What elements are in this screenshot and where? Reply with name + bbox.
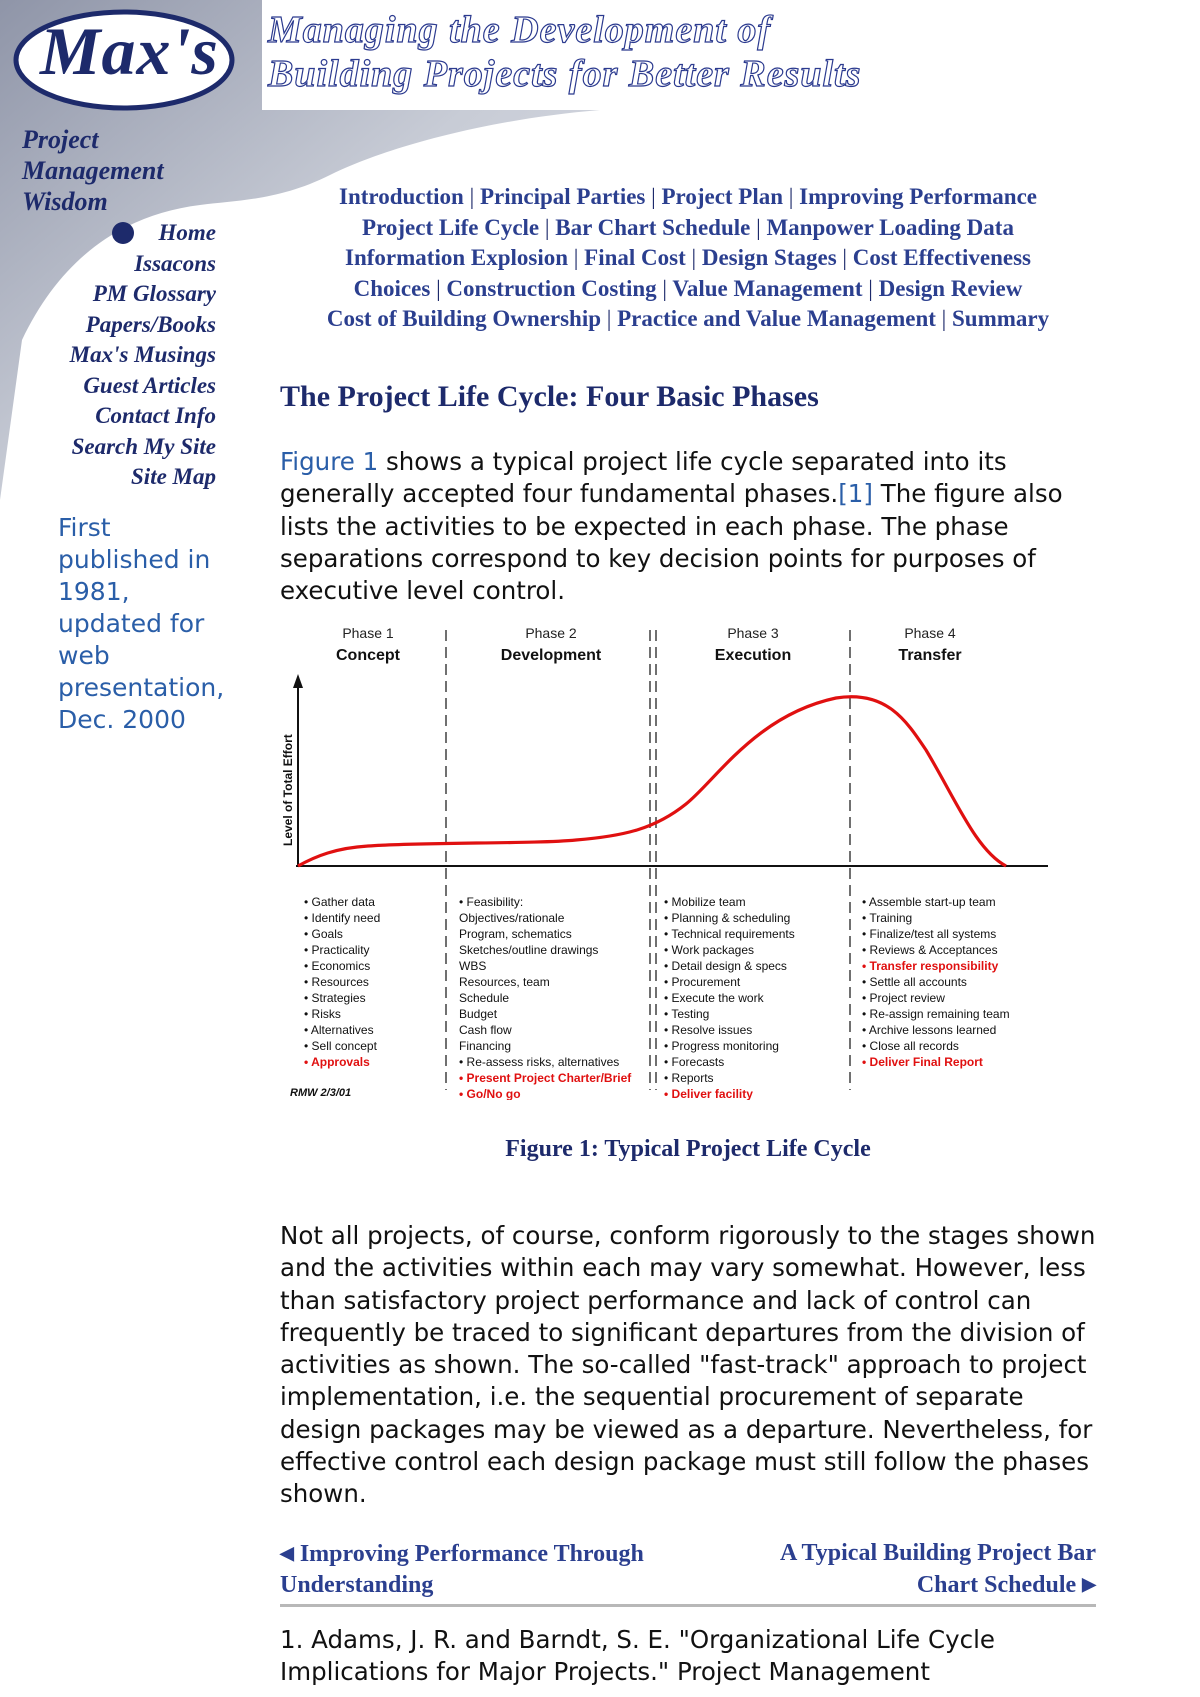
- nav-separator: |: [544, 214, 550, 240]
- phase-activity-item: • Testing: [664, 1007, 710, 1021]
- phase-activity-item: • Re-assess risks, alternatives: [459, 1055, 620, 1069]
- top-nav-row: [276, 182, 1100, 213]
- life-cycle-chart: [276, 620, 1056, 1100]
- phase-activity-item: • Detail design & specs: [664, 959, 787, 973]
- phase-activity-item: Cash flow: [459, 1023, 512, 1037]
- nav-separator: |: [788, 184, 794, 209]
- phase-activity-item: • Progress monitoring: [664, 1039, 779, 1053]
- phase-activity-item: • Sell concept: [304, 1039, 377, 1053]
- phase-number-label: Phase 3: [727, 625, 779, 641]
- top-nav-link[interactable]: Cost of Building Ownership: [326, 306, 602, 331]
- top-nav-link[interactable]: Practice and Value Management: [617, 306, 936, 331]
- phase-activity-item: • Deliver Final Report: [862, 1055, 983, 1069]
- phase-activity-item: • Execute the work: [664, 991, 764, 1005]
- phase-activity-item: • Risks: [304, 1007, 341, 1021]
- phase-activity-item: • Transfer responsibility: [862, 959, 999, 973]
- phase-activity-item: Sketches/outline drawings: [459, 943, 599, 957]
- nav-separator: |: [436, 275, 441, 301]
- top-nav-link[interactable]: Principal Parties: [479, 184, 646, 209]
- site-logo[interactable]: Max's: [40, 13, 219, 89]
- nav-separator: |: [662, 275, 667, 301]
- phase-activity-item: • Approvals: [304, 1055, 370, 1069]
- phase-activity-item: • Strategies: [304, 991, 366, 1005]
- page-title: The Project Life Cycle: Four Basic Phases: [280, 380, 819, 413]
- top-nav-row: [276, 304, 1100, 335]
- top-nav-row: [276, 213, 1100, 244]
- phase-activity-item: • Technical requirements: [664, 927, 795, 941]
- sidebar-link-contact-info[interactable]: Contact Info: [95, 403, 216, 428]
- prev-arrow-icon[interactable]: ◀: [280, 1543, 294, 1563]
- phase-activity-item: • Archive lessons learned: [862, 1023, 997, 1037]
- phase-activity-item: • Go/No go: [459, 1087, 521, 1100]
- nav-separator: |: [756, 214, 761, 240]
- phase-activity-item: • Goals: [304, 927, 343, 941]
- phase-activity-item: • Feasibility:: [459, 895, 524, 909]
- nav-separator: |: [941, 306, 947, 331]
- phase-activity-item: • Resources: [304, 975, 369, 989]
- phase-activity-item: • Finalize/test all systems: [862, 927, 997, 941]
- sidebar-link-search-my-site[interactable]: Search My Site: [71, 433, 216, 459]
- figure-1-link[interactable]: Figure 1: [280, 447, 379, 476]
- nav-separator: |: [691, 245, 697, 270]
- published-note: First published in 1981, updated for web presentation, Dec. 2000: [58, 513, 225, 734]
- sidebar-link-home[interactable]: Home: [158, 220, 216, 245]
- intro-paragraph: Figure 1 shows a typical project life cycle separated into its generally accepted four fundamental phases.[1] The figure also lists the activities to be expected in each phase. The phase separations correspond to key decision points for purposes of executive level control.: [280, 447, 1063, 606]
- top-nav-link[interactable]: Bar Chart Schedule: [555, 214, 751, 240]
- top-nav-link[interactable]: Project Life Cycle: [362, 214, 540, 240]
- next-page-nav: [740, 1538, 1096, 1601]
- phase-number-label: Phase 4: [904, 625, 956, 641]
- nav-separator: |: [573, 245, 579, 270]
- site-subtitle: Project Management Wisdom: [22, 125, 164, 216]
- phase-activity-item: • Alternatives: [304, 1023, 374, 1037]
- phase-activity-item: • Forecasts: [664, 1055, 725, 1069]
- phase-activity-item: • Reports: [664, 1071, 714, 1085]
- prev-page-link[interactable]: Improving Performance Through Understanding: [280, 1541, 644, 1598]
- phase-activity-item: • Re-assign remaining team: [862, 1007, 1010, 1021]
- phase-name-label: Transfer: [898, 647, 962, 664]
- phase-activity-item: WBS: [459, 959, 487, 973]
- y-axis-arrow-icon: [293, 674, 303, 688]
- top-nav-row: [276, 243, 1100, 274]
- next-page-link[interactable]: A Typical Building Project Bar Chart Schedule: [779, 1540, 1096, 1598]
- phase-number-label: Phase 2: [525, 625, 577, 641]
- top-nav-link[interactable]: Construction Costing: [446, 275, 657, 301]
- phase-number-label: Phase 1: [342, 625, 394, 641]
- next-arrow-icon[interactable]: ▶: [1082, 1574, 1096, 1594]
- phase-name-label: Execution: [714, 647, 792, 664]
- banner-title-line2: Building Projects for Better Results: [268, 53, 862, 95]
- phase-activity-item: • Close all records: [862, 1039, 959, 1053]
- phase-activity-item: • Procurement: [664, 975, 741, 989]
- top-nav-link[interactable]: Final Cost: [584, 245, 686, 270]
- sidebar-link-pm-glossary[interactable]: PM Glossary: [92, 281, 216, 306]
- top-nav-link[interactable]: Project Plan: [661, 184, 784, 209]
- phase-activity-item: • Assemble start-up team: [862, 895, 996, 909]
- nav-separator: |: [606, 306, 612, 331]
- sidebar-link-issacons[interactable]: Issacons: [134, 250, 216, 276]
- top-nav-link[interactable]: Summary: [952, 306, 1050, 331]
- top-nav-link[interactable]: Information Explosion: [345, 245, 569, 270]
- phase-activity-item: • Project review: [862, 991, 945, 1005]
- phase-activity-item: • Deliver facility: [664, 1087, 753, 1100]
- figure-caption: Figure 1: Typical Project Life Cycle: [505, 1136, 871, 1162]
- figure-credit: RMW 2/3/01: [290, 1087, 352, 1099]
- footnote-divider: [280, 1604, 1096, 1607]
- phase-activity-item: • Settle all accounts: [862, 975, 967, 989]
- top-nav-link[interactable]: Design Review: [878, 275, 1023, 301]
- phase-name-label: Development: [500, 647, 602, 664]
- sidebar-link-maxs-musings[interactable]: Max's Musings: [69, 342, 216, 367]
- phase-activity-item: • Resolve issues: [664, 1023, 753, 1037]
- sidebar-link-papers-books[interactable]: Papers/Books: [85, 311, 216, 337]
- top-nav-link[interactable]: Cost Effectiveness: [852, 245, 1031, 270]
- phase-activity-item: • Economics: [304, 959, 371, 973]
- phase-activity-item: Budget: [459, 1007, 498, 1021]
- footnote-1: 1. Adams, J. R. and Barndt, S. E. "Organizational Life Cycle Implications for Major Projects." Project Management: [280, 1625, 995, 1687]
- phase-activity-item: Objectives/rationale: [459, 911, 565, 925]
- phase-activity-item: Resources, team: [459, 975, 550, 989]
- phase-activity-item: • Present Project Charter/Brief: [459, 1071, 632, 1085]
- phase-activity-item: • Mobilize team: [664, 895, 746, 909]
- phase-activity-item: Financing: [459, 1039, 512, 1053]
- phase-activity-item: Program, schematics: [459, 927, 572, 941]
- phase-activity-item: • Gather data: [304, 895, 375, 909]
- prev-page-nav: [280, 1538, 700, 1601]
- footnote-ref-link[interactable]: [1]: [838, 479, 873, 509]
- nav-separator: |: [469, 184, 475, 209]
- top-nav-link[interactable]: Introduction: [339, 184, 464, 209]
- phase-activity-item: • Reviews & Acceptances: [862, 943, 998, 957]
- top-nav-link[interactable]: Choices: [353, 275, 431, 301]
- top-nav-link[interactable]: Value Management: [672, 275, 863, 301]
- nav-separator: |: [868, 275, 873, 301]
- sidebar-nav: [70, 218, 216, 493]
- phase-activity-item: • Training: [862, 911, 913, 925]
- y-axis-label: Level of Total Effort: [281, 734, 295, 846]
- life-cycle-figure: [276, 620, 1056, 1104]
- body-paragraph: Not all projects, of course, conform rigorously to the stages shown and the activities within each may vary somewhat. However, less than satisfactory project performance and lack of control can frequently be traced to significant departures from the division of activities as shown. The so-called "fast-track" approach to project implementation, i.e. the sequential procurement of separate design packages may be viewed as a departure. Nevertheless, for effective control each design package must still follow the phases shown.: [280, 1221, 1096, 1509]
- sidebar-link-site-map[interactable]: Site Map: [131, 464, 216, 489]
- top-nav-link[interactable]: Design Stages: [701, 245, 837, 270]
- sidebar-link-guest-articles[interactable]: Guest Articles: [83, 372, 216, 398]
- phase-activity-item: • Practicality: [304, 943, 370, 957]
- top-nav-link[interactable]: Improving Performance: [799, 184, 1037, 209]
- phase-activity-item: Schedule: [459, 991, 510, 1005]
- banner-title-line1: Managing the Development of: [268, 9, 772, 51]
- nav-separator: |: [842, 245, 848, 270]
- phase-activity-item: • Work packages: [664, 943, 755, 957]
- phase-activity-item: • Identify need: [304, 911, 381, 925]
- phase-activity-item: • Planning & scheduling: [664, 911, 791, 925]
- top-nav: [276, 182, 1100, 335]
- top-nav-link[interactable]: Manpower Loading Data: [766, 214, 1014, 240]
- top-nav-row: [276, 274, 1100, 305]
- nav-separator: |: [651, 184, 656, 209]
- effort-curve: [298, 697, 1006, 866]
- phase-name-label: Concept: [336, 647, 400, 664]
